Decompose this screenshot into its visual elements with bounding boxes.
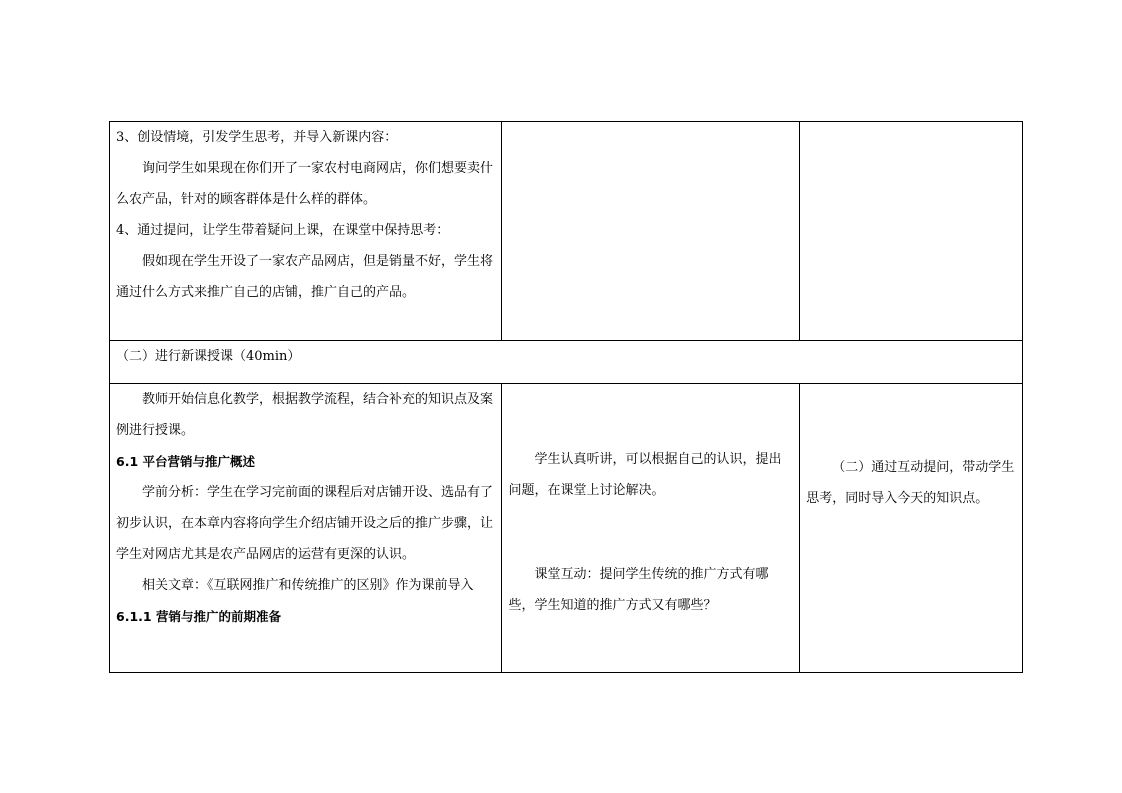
design-intent-cell bbox=[800, 384, 1023, 673]
teacher-activity-cell bbox=[110, 384, 502, 673]
design-intent-cell bbox=[800, 122, 1023, 341]
paragraph: 相关文章：《互联网推广和传统推广的区别》作为课前导入 bbox=[142, 578, 474, 593]
paragraph: 课堂互动：提问学生传统的推广方式有哪些，学生知道的推广方式又有哪些？ bbox=[508, 567, 769, 613]
teacher-activity-cell bbox=[110, 122, 502, 341]
paragraph: 3、创设情境，引发学生思考，并导入新课内容： bbox=[116, 130, 398, 145]
paragraph: 学生认真听讲，可以根据自己的认识，提出问题，在课堂上讨论解决。 bbox=[508, 452, 782, 498]
paragraph: 假如现在学生开设了一家农产品网店，但是销量不好，学生将通过什么方式来推广自己的店铺，推广自己的产品。 bbox=[116, 254, 494, 300]
student-activity-cell bbox=[502, 384, 800, 673]
paragraph: 教师开始信息化教学，根据教学流程，结合补充的知识点及案例进行授课。 bbox=[116, 392, 494, 438]
paragraph: 学前分析：学生在学习完前面的课程后对店铺开设、选品有了初步认识，在本章内容将向学生介绍店铺开设之后的推广步骤，让学生对网店尤其是农产品网店的运营有更深的认识。 bbox=[116, 485, 494, 562]
paragraph: 询问学生如果现在你们开了一家农村电商网店，你们想要卖什么农产品，针对的顾客群体是什么样的群体。 bbox=[116, 161, 494, 207]
paragraph: 4、通过提问，让学生带着疑问上课，在课堂中保持思考： bbox=[116, 223, 450, 238]
section-heading: 6.1 平台营销与推广概述 bbox=[116, 454, 255, 469]
table-row bbox=[110, 341, 1023, 384]
subsection-heading: 6.1.1 营销与推广的前期准备 bbox=[116, 609, 281, 624]
table-row bbox=[110, 384, 1023, 673]
paragraph: （二）通过互动提问，带动学生思考，同时导入今天的知识点。 bbox=[806, 460, 1015, 506]
table-row bbox=[110, 122, 1023, 341]
student-activity-cell bbox=[502, 122, 800, 341]
lesson-plan-table bbox=[109, 121, 1023, 673]
section-header: （二）进行新课授课（40min） bbox=[110, 341, 1023, 384]
